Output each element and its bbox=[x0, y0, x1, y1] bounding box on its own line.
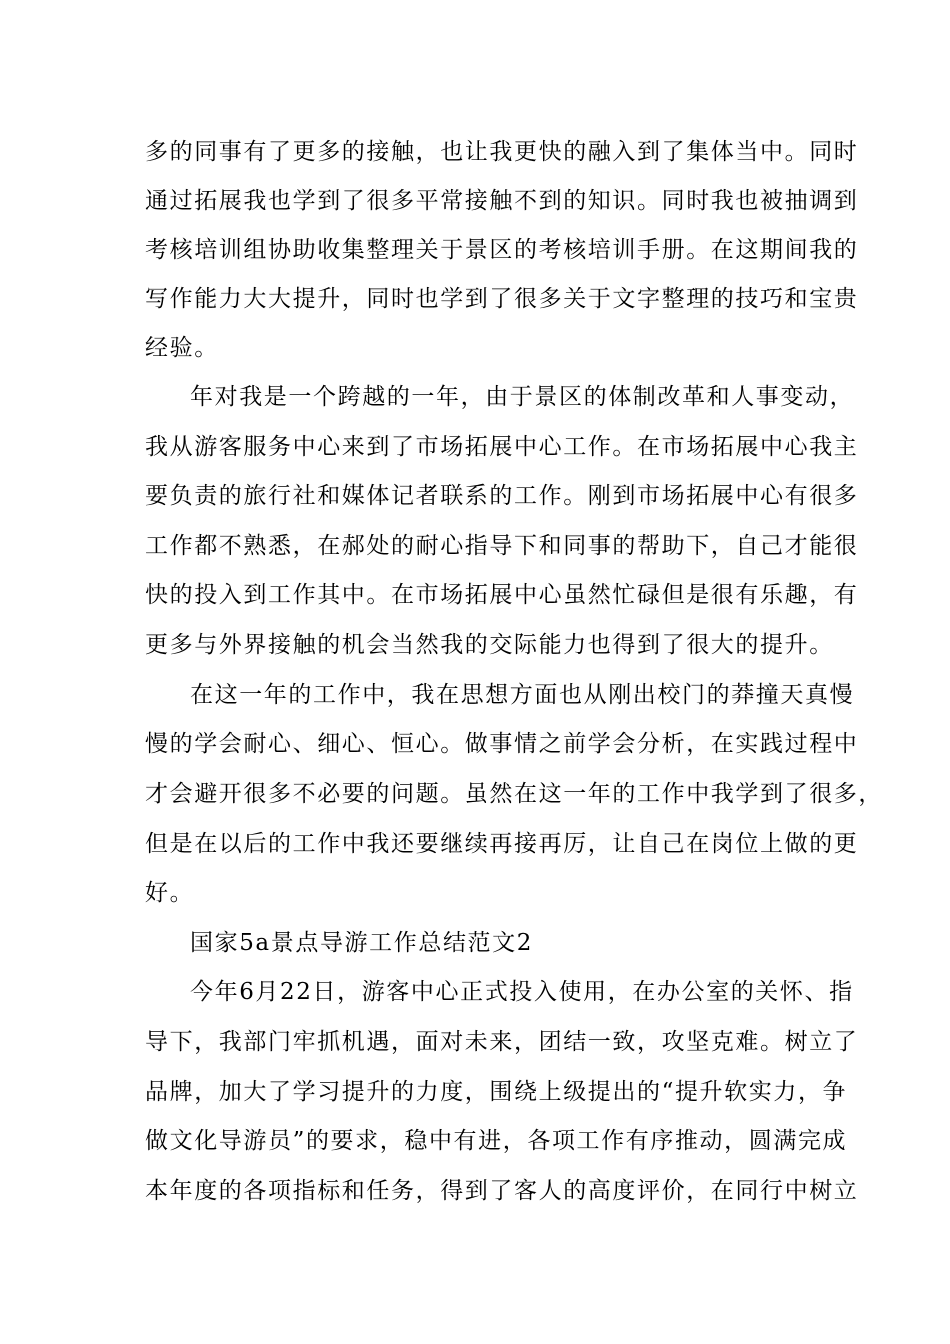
text-line: 品牌，加大了学习提升的力度，围绕上级提出的“提升软实力，争 bbox=[145, 1079, 848, 1105]
section-heading: 国家5a景点导游工作总结范文2 bbox=[190, 930, 533, 956]
text-line: 更多与外界接触的机会当然我的交际能力也得到了很大的提升。 bbox=[145, 632, 834, 658]
text-line: 本年度的各项指标和任务，得到了客人的高度评价，在同行中树立 bbox=[145, 1178, 859, 1204]
text-line: 工作都不熟悉，在郝处的耐心指导下和同事的帮助下，自己才能很 bbox=[145, 533, 859, 559]
text-line: 好。 bbox=[145, 880, 195, 906]
text-line: 但是在以后的工作中我还要继续再接再厉，让自己在岗位上做的更 bbox=[145, 831, 859, 857]
text-line: 我从游客服务中心来到了市场拓展中心工作。在市场拓展中心我主 bbox=[145, 434, 859, 460]
text-line: 考核培训组协助收集整理关于景区的考核培训手册。在这期间我的 bbox=[145, 237, 859, 263]
text-line: 经验。 bbox=[145, 335, 219, 361]
text-line: 写作能力大大提升，同时也学到了很多关于文字整理的技巧和宝贵 bbox=[145, 286, 859, 312]
text-line: 要负责的旅行社和媒体记者联系的工作。刚到市场拓展中心有很多 bbox=[145, 483, 859, 509]
text-line: 慢的学会耐心、细心、恒心。做事情之前学会分析，在实践过程中 bbox=[145, 731, 859, 757]
text-line: 做文化导游员”的要求，稳中有进，各项工作有序推动，圆满完成 bbox=[145, 1128, 848, 1154]
text-line: 快的投入到工作其中。在市场拓展中心虽然忙碌但是很有乐趣，有 bbox=[145, 582, 859, 608]
paragraph-start-line: 年对我是一个跨越的一年，由于景区的体制改革和人事变动， bbox=[190, 384, 855, 410]
paragraph-start-line: 在这一年的工作中，我在思想方面也从刚出校门的莽撞天真慢 bbox=[190, 682, 855, 708]
text-line: 才会避开很多不必要的问题。虽然在这一年的工作中我学到了很多， bbox=[145, 781, 883, 807]
text-line: 多的同事有了更多的接触，也让我更快的融入到了集体当中。同时 bbox=[145, 139, 859, 165]
text-line: 通过拓展我也学到了很多平常接触不到的知识。同时我也被抽调到 bbox=[145, 188, 859, 214]
paragraph-start-line: 今年6月22日，游客中心正式投入使用，在办公室的关怀、指 bbox=[190, 979, 854, 1005]
text-line: 导下，我部门牢抓机遇，面对未来，团结一致，攻坚克难。树立了 bbox=[145, 1029, 859, 1055]
